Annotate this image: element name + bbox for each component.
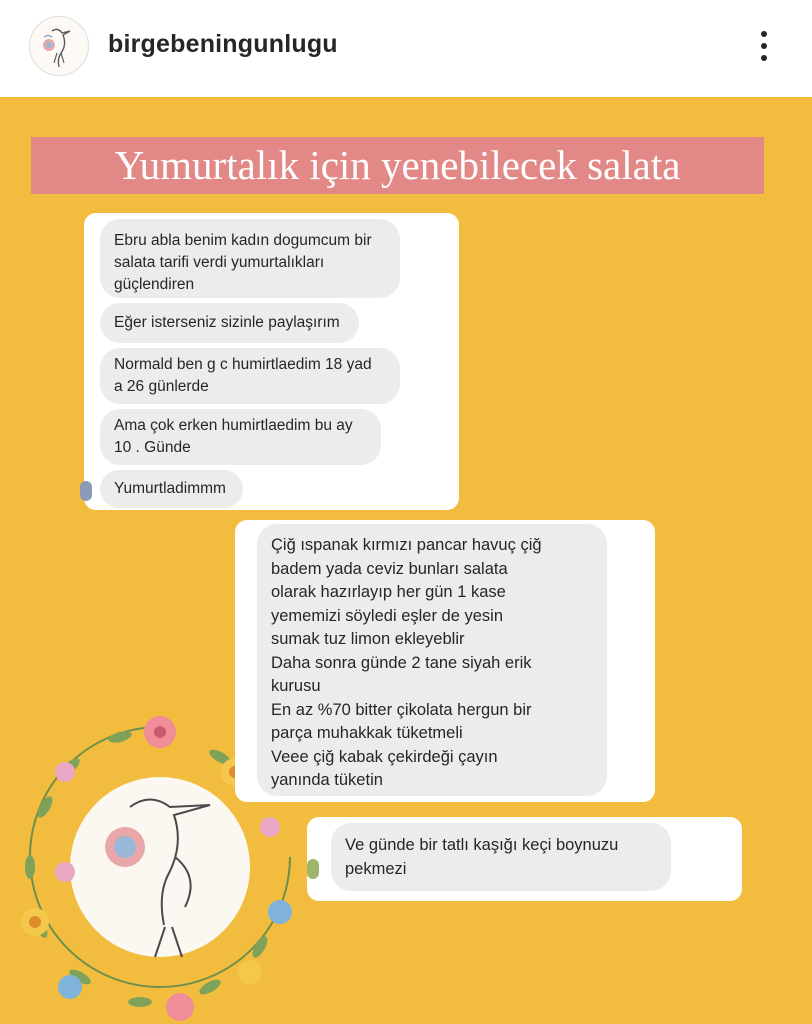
post-header (0, 0, 812, 97)
message-bubble: Ebru abla benim kadın dogumcum bir salata tarifi verdi yumurtalıkları güçlendiren (100, 219, 400, 298)
message-bubble: Ve günde bir tatlı kaşığı keçi boynuzu pekmezi (331, 823, 671, 891)
chat-screenshot-1 (84, 213, 459, 510)
stork-logo-icon (30, 17, 88, 75)
more-options-icon[interactable] (750, 26, 778, 66)
message-bubble: Ama çok erken humirtlaedim bu ay 10 . Günde (100, 409, 381, 465)
message-bubble: Çiğ ıspanak kırmızı pancar havuç çiğ badem yada ceviz bunları salata olarak hazırlayıp her gün 1 kase yememizi söyledi eşler de yesin sumak tuz limon ekleyeblir Daha sonra günde 2 tane siyah erik kurusu En az %70 bitter çikolata hergun bir parça muhakkak tüketmeli Veee çiğ kabak çekirdeği çayın yanında tüketin (257, 524, 607, 796)
post-title: Yumurtalık için yenebilecek salata (114, 142, 681, 188)
post-image (0, 97, 812, 1024)
sender-avatar (307, 859, 319, 879)
account-username[interactable]: birgebeningunlugu (108, 30, 338, 58)
sender-avatar (80, 481, 92, 501)
message-bubble: Normald ben g c humirtlaedim 18 yad a 26 günlerde (100, 348, 400, 404)
message-bubble: Eğer isterseniz sizinle paylaşırım (100, 303, 359, 343)
chat-screenshot-3 (307, 817, 742, 901)
chat-screenshot-2 (235, 520, 655, 802)
message-bubble: Yumurtladimmm (100, 470, 243, 508)
title-banner (31, 137, 764, 194)
profile-avatar[interactable] (29, 16, 89, 76)
